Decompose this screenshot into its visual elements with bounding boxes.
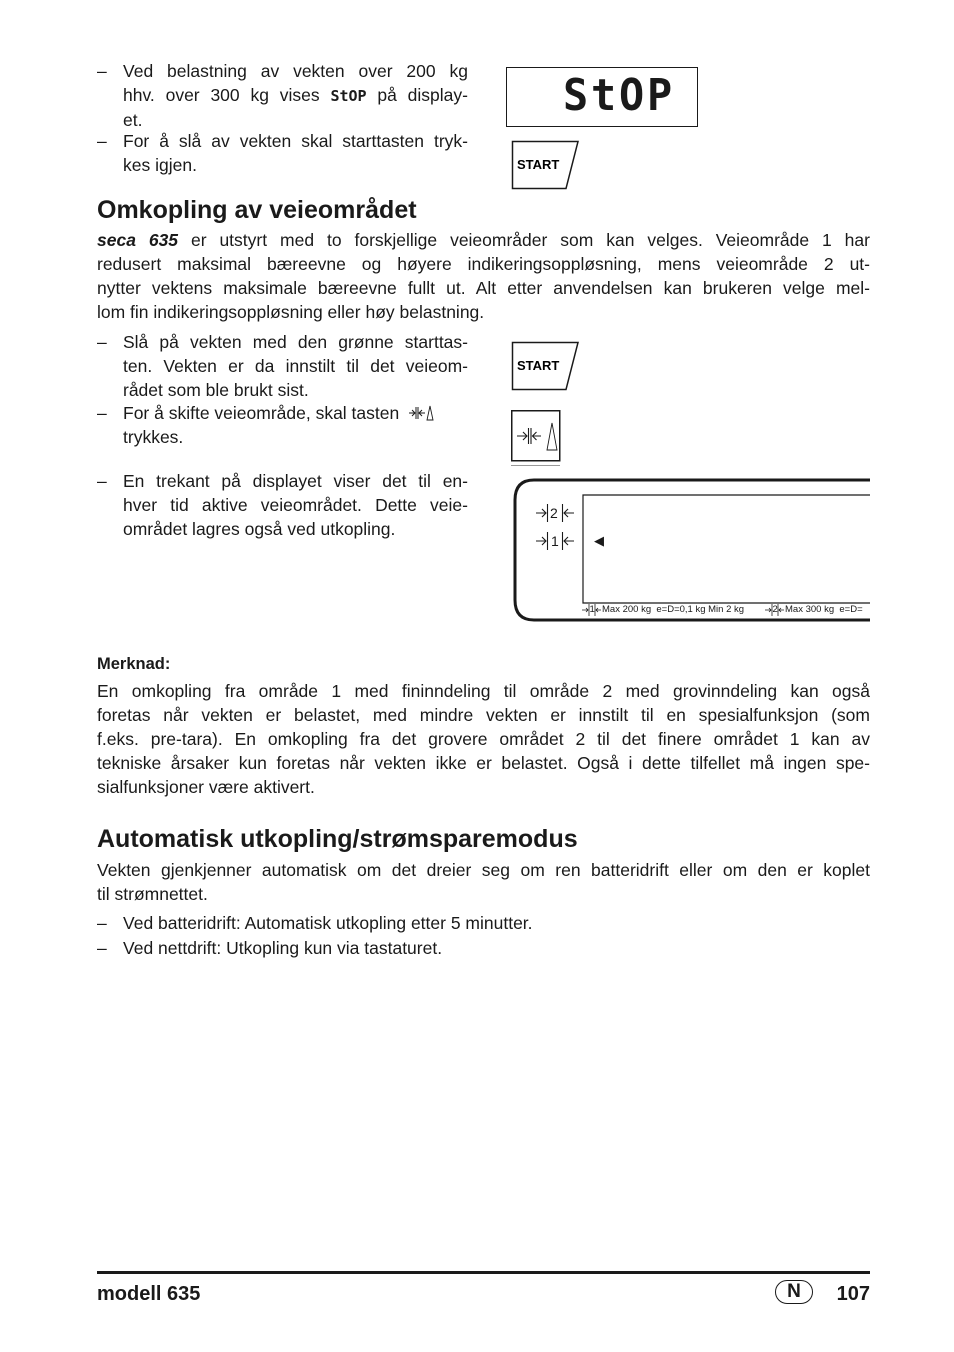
- text-line: En trekant på displayet viser det til en-: [123, 471, 468, 491]
- range-display-frame: [510, 478, 872, 624]
- text-line: kes igjen.: [123, 155, 197, 175]
- text-line: sialfunksjoner være aktivert.: [97, 777, 315, 797]
- list-dash: –: [97, 471, 107, 491]
- section-heading: Omkopling av veieområdet: [97, 196, 417, 224]
- start-key: [511, 341, 581, 391]
- note-body: [97, 679, 870, 799]
- list-dash: –: [97, 332, 107, 352]
- text-line: Vekten gjenkjenner automatisk om det dreier seg om ren batteridrift eller om den er koplet: [97, 860, 870, 880]
- list-dash: –: [97, 938, 107, 958]
- start-key-label: START: [517, 157, 560, 172]
- range-2-label: 2: [550, 505, 558, 521]
- text-line: hver tid aktive veieområdet. Dette veie-: [123, 495, 468, 515]
- spec-range-2-number: 2: [772, 604, 778, 615]
- range-switch-key: [511, 410, 561, 468]
- spec-range-2-text: Max 300 kg e=D=: [785, 604, 863, 615]
- footer-page-number: 107: [836, 1283, 870, 1305]
- range-1-label: 1: [551, 533, 559, 549]
- spec-range-1-number: 1: [589, 604, 595, 615]
- note-heading: Merknad:: [97, 655, 171, 673]
- text-segment: på display-: [377, 85, 468, 105]
- list-dash: –: [97, 913, 107, 933]
- footer-model: modell 635: [97, 1283, 201, 1305]
- range-switch-key-icon: [511, 410, 561, 468]
- text-line: redusert maksimal bæreevne og høyere indikeringsoppløsning, mens veieområde 2 ut-: [97, 254, 870, 274]
- footer-rule: [97, 1271, 870, 1274]
- text-line: lom fin indikeringsoppløsning eller høy belastning.: [97, 302, 485, 322]
- text-line: foretas når vekten er belastet, med mindre vekten er innstilt til en spesialfunksjon (som: [97, 705, 870, 725]
- text-line: tekniske årsaker kun foretas når vekten ikke er belastet. Også i dette tilfellet må ingen spe-: [97, 753, 870, 773]
- text-line: et.: [123, 110, 143, 130]
- text-line: [123, 83, 468, 108]
- text-line: rådet som ble brukt sist.: [123, 380, 309, 400]
- text-line: området lagres også ved utkopling.: [123, 519, 396, 539]
- section2-body: [97, 858, 870, 906]
- active-range-indicator: ◀: [594, 533, 604, 548]
- text-line: Ved nettdrift: Utkopling kun via tastaturet.: [123, 938, 443, 958]
- list-dash: –: [97, 131, 107, 151]
- start-key-icon: [511, 341, 581, 391]
- text-line: En omkopling fra område 1 med fininndeling til område 2 med grovinndeling kan også: [97, 681, 870, 701]
- range-switch-icon: [408, 404, 434, 422]
- start-key: [511, 140, 581, 190]
- start-key-label: START: [517, 358, 560, 373]
- text-segment: er utstyrt med to forskjellige veieområder som kan velges. Veieområde 1 har: [190, 230, 870, 250]
- range-display: [510, 478, 872, 624]
- spec-range-1-text: Max 200 kg e=D=0,1 kg Min 2 kg: [602, 604, 745, 615]
- stop-code-inline: StOP: [330, 87, 367, 105]
- list-dash: –: [97, 403, 107, 423]
- text-line: ten. Vekten er da innstilt til det veieom-: [123, 356, 468, 376]
- text-line: [97, 228, 870, 252]
- section-heading: Automatisk utkopling/strømsparemodus: [97, 825, 578, 853]
- text-line: Slå på vekten med den grønne starttas-: [123, 332, 468, 352]
- text-line: nytter vektens maksimale bæreevne fullt ut. Alt etter anvendelsen kan brukeren velge mel-: [97, 278, 870, 298]
- footer-language-badge: [775, 1280, 813, 1304]
- text-line: [123, 401, 468, 425]
- text-line: trykkes.: [123, 427, 184, 447]
- text-line: f.eks. pre-tara). En omkopling fra det grovere området 2 til det finere området 1 kan av: [97, 729, 870, 749]
- text-segment: hhv. over 300 kg vises: [123, 85, 320, 105]
- list-dash: –: [97, 61, 107, 81]
- text-line: Ved belastning av vekten over 200 kg: [123, 61, 468, 81]
- brand-name: seca 635: [97, 230, 179, 250]
- footer-language-badge-text: N: [787, 1281, 801, 1302]
- text-line: til strømnettet.: [97, 884, 208, 904]
- text-line: Ved batteridrift: Automatisk utkopling etter 5 minutter.: [123, 913, 533, 933]
- text-segment: For å skifte veieområde, skal tasten: [123, 403, 400, 423]
- stop-display-text: StOP: [563, 70, 676, 121]
- start-key-icon: [511, 140, 581, 190]
- text-line: For å slå av vekten skal starttasten tryk-: [123, 131, 468, 151]
- section-intro: [97, 228, 870, 324]
- stop-display: [506, 67, 698, 127]
